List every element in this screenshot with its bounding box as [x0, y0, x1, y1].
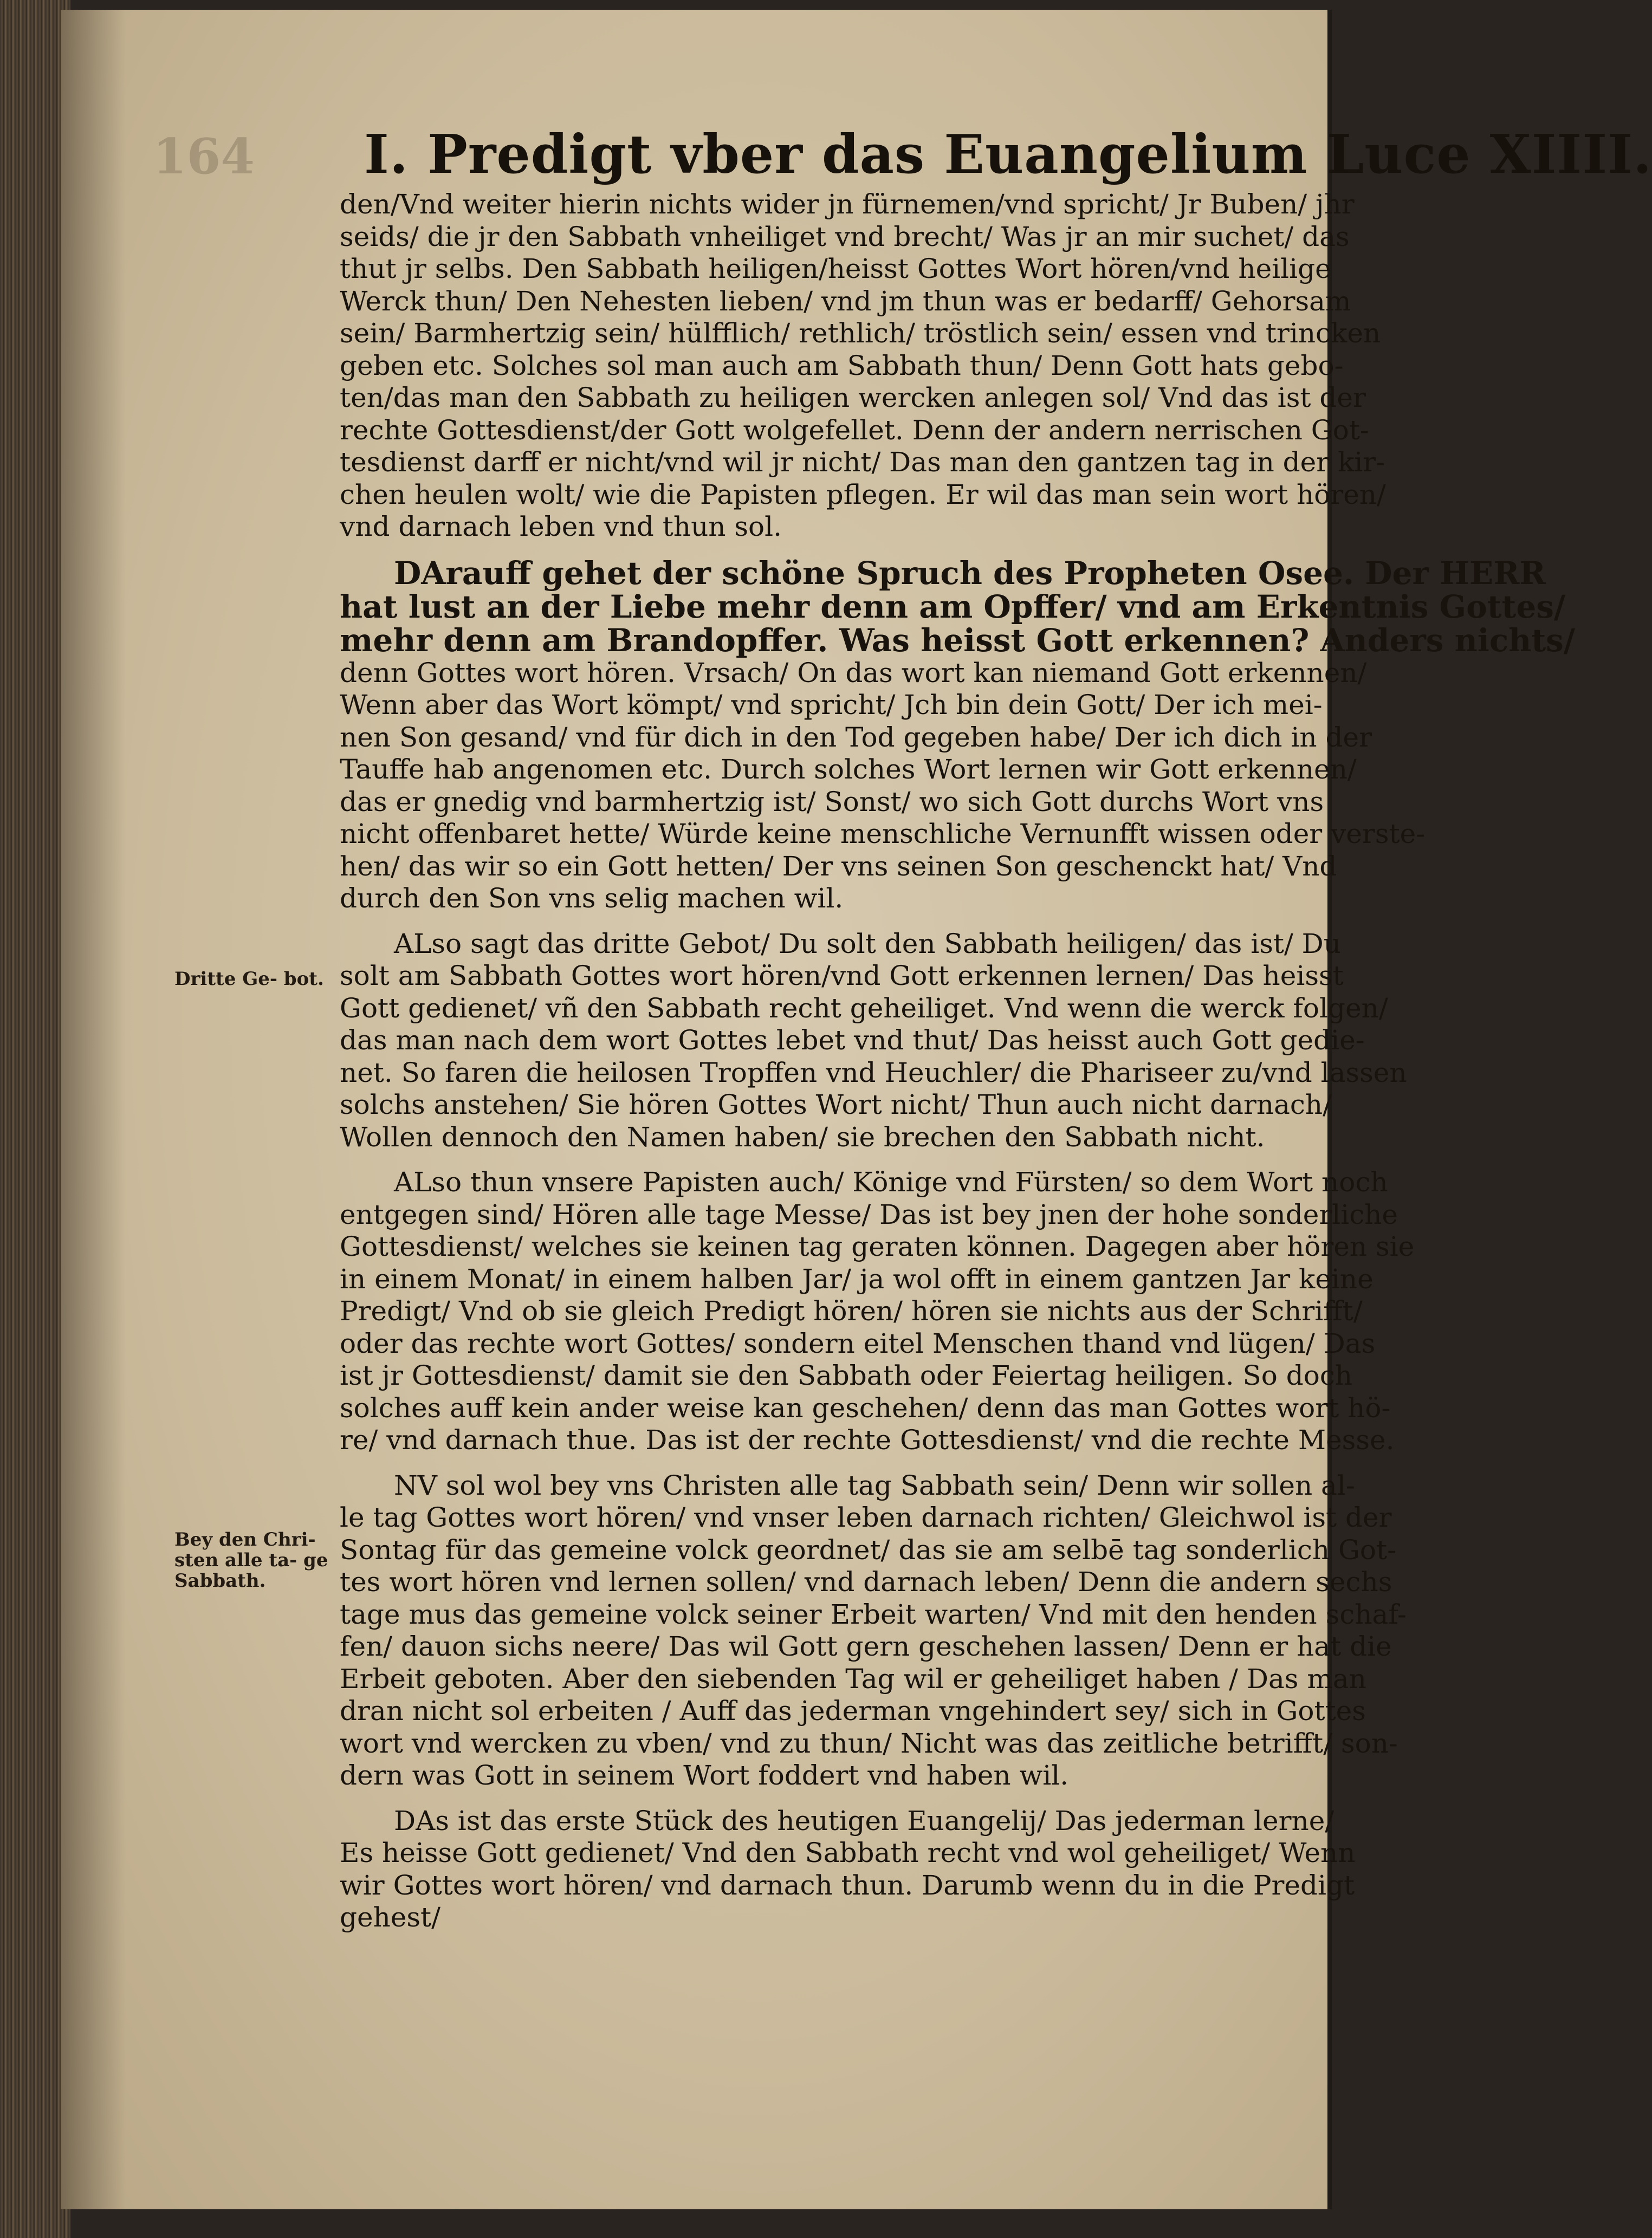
text-line: sein/ Barmhertzig sein/ hülfflich/ rethlich/ tröstlich sein/ essen vnd trincken	[340, 317, 1381, 349]
text-line: dran nicht sol erbeiten / Auff das jederman vngehindert sey/ sich in Gottes	[340, 1695, 1366, 1727]
text-line: DArauff gehet der schöne Spruch des Propheten Osee. Der HERR	[394, 554, 1546, 592]
text-line: wir Gottes wort hören/ vnd darnach thun. Darumb wenn du in die Predigt	[340, 1869, 1355, 1901]
text-line: Wenn aber das Wort kömpt/ vnd spricht/ Jch bin dein Gott/ Der ich mei-	[340, 689, 1323, 721]
body-text	[340, 189, 1575, 1934]
text-line: Gott gedienet/ vñ den Sabbath recht geheiliget. Vnd wenn die werck folgen/	[340, 992, 1388, 1024]
text-line: thut jr selbs. Den Sabbath heiligen/heisst Gottes Wort hören/vnd heilige	[340, 253, 1331, 284]
page-header	[61, 118, 1652, 194]
text-line: re/ vnd darnach thue. Das ist der rechte Gottesdienst/ vnd die rechte Messe.	[340, 1424, 1395, 1456]
text-line: dern was Gott in seinem Wort foddert vnd haben wil.	[340, 1760, 1069, 1791]
text-line: nicht offenbaret hette/ Würde keine menschliche Vernunfft wissen oder verste-	[340, 818, 1426, 849]
text-line: durch den Son vns selig machen wil.	[340, 883, 844, 914]
text-line: tesdienst darff er nicht/vnd wil jr nicht/ Das man den gantzen tag in der kir-	[340, 446, 1385, 478]
text-line: in einem Monat/ in einem halben Jar/ ja wol offt in einem gantzen Jar keine	[340, 1263, 1374, 1295]
paragraph	[340, 927, 1407, 1154]
text-line: net. So faren die heilosen Tropffen vnd Heuchler/ die Phariseer zu/vnd lassen	[340, 1056, 1407, 1088]
book-page	[61, 10, 1652, 2209]
paragraph	[340, 1166, 1415, 1457]
text-line: wort vnd wercken zu vben/ vnd zu thun/ Nicht was das zeitliche betrifft/ son-	[340, 1727, 1398, 1759]
text-line: hen/ das wir so ein Gott hetten/ Der vns seinen Son geschenckt hat/ Vnd	[340, 850, 1337, 882]
text-line: Es heisse Gott gedienet/ Vnd den Sabbath recht vnd wol geheiliget/ Wenn	[340, 1837, 1356, 1869]
text-line: Tauffe hab angenomen etc. Durch solches Wort lernen wir Gott erkennen/	[340, 754, 1357, 785]
paragraph-gap	[340, 1457, 1353, 1470]
text-line: hat lust an der Liebe mehr denn am Opffer/ vnd am Erkentnis Gottes/	[340, 588, 1566, 625]
text-line: NV sol wol bey vns Christen alle tag Sabbath sein/ Denn wir sollen al-	[394, 1469, 1355, 1501]
text-line: Gottesdienst/ welches sie keinen tag geraten können. Dagegen aber hören sie	[340, 1231, 1415, 1262]
text-line: nen Son gesand/ vnd für dich in den Tod gegeben habe/ Der ich dich in der	[340, 721, 1372, 753]
text-line: ALso sagt das dritte Gebot/ Du solt den Sabbath heiligen/ das ist/ Du	[394, 927, 1341, 959]
text-line: seids/ die jr den Sabbath vnheiliget vnd brecht/ Was jr an mir suchet/ das	[340, 220, 1350, 252]
text-line: das er gnedig vnd barmhertzig ist/ Sonst/ wo sich Gott durchs Wort vns	[340, 786, 1324, 818]
text-line: geben etc. Solches sol man auch am Sabbath thun/ Denn Gott hats gebo-	[340, 349, 1344, 381]
text-line: gehest/	[340, 1902, 440, 1933]
text-line: mehr denn am Brandopffer. Was heisst Gott erkennen? Anders nichts/	[340, 621, 1575, 659]
text-line: tes wort hören vnd lernen sollen/ vnd darnach leben/ Denn die andern sechs	[340, 1566, 1392, 1598]
text-line: oder das rechte wort Gottes/ sondern eitel Menschen thand vnd lügen/ Das	[340, 1327, 1376, 1359]
text-line: ALso thun vnsere Papisten auch/ Könige vnd Fürsten/ so dem Wort noch	[394, 1166, 1388, 1198]
text-line: ist jr Gottesdienst/ damit sie den Sabbath oder Feiertag heiligen. So doch	[340, 1360, 1353, 1391]
paragraph-gap	[340, 1792, 1353, 1805]
running-title: I. Predigt vber das Euangelium Luce XIIII.	[364, 124, 1652, 186]
text-line: entgegen sind/ Hören alle tage Messe/ Das ist bey jnen der hohe sonderliche	[340, 1198, 1398, 1230]
text-line: den/Vnd weiter hierin nichts wider jn fürnemen/vnd spricht/ Jr Buben/ jhr	[340, 189, 1355, 220]
text-line: Erbeit geboten. Aber den siebenden Tag wil er geheiliget haben / Das man	[340, 1663, 1366, 1695]
text-line: tage mus das gemeine volck seiner Erbeit warten/ Vnd mit den henden schaf-	[340, 1598, 1407, 1630]
text-line: DAs ist das erste Stück des heutigen Euangelij/ Das jederman lerne/	[394, 1805, 1334, 1837]
paragraph-gap	[340, 543, 1353, 556]
paragraph	[340, 1805, 1356, 1934]
text-line: rechte Gottesdienst/der Gott wolgefellet. Denn der andern nerrischen Got-	[340, 414, 1369, 446]
text-line: vnd darnach leben vnd thun sol.	[340, 511, 782, 542]
paragraph	[340, 554, 1575, 915]
text-line: denn Gottes wort hören. Vrsach/ On das wort kan niemand Gott erkennen/	[340, 657, 1367, 689]
paragraph-gap	[340, 915, 1353, 928]
paragraph	[340, 1469, 1407, 1792]
bleed-through-number: 164	[153, 128, 255, 185]
text-line: das man nach dem wort Gottes lebet vnd thut/ Das heisst auch Gott gedie-	[340, 1024, 1365, 1056]
marginal-note-dritte-gebot: Dritte Ge- bot.	[174, 968, 324, 990]
text-line: solchs anstehen/ Sie hören Gottes Wort nicht/ Thun auch nicht darnach/	[340, 1089, 1332, 1120]
book-edge	[0, 0, 70, 2238]
marginal-note-sabbath: Bey den Chri- sten alle ta- ge Sabbath.	[174, 1529, 328, 1592]
text-line: le tag Gottes wort hören/ vnd vnser leben darnach richten/ Gleichwol ist der	[340, 1502, 1392, 1533]
text-line: Sontag für das gemeine volck geordnet/ das sie am selbē tag sonderlich Got-	[340, 1534, 1396, 1566]
paragraph	[340, 189, 1386, 543]
text-line: fen/ dauon sichs neere/ Das wil Gott gern geschehen lassen/ Denn er hat die	[340, 1631, 1392, 1662]
gutter-shadow	[61, 10, 126, 2209]
text-line: Predigt/ Vnd ob sie gleich Predigt hören/ hören sie nichts aus der Schrifft/	[340, 1295, 1363, 1327]
text-line: Wollen dennoch den Namen haben/ sie brechen den Sabbath nicht.	[340, 1121, 1265, 1153]
text-line: Werck thun/ Den Nehesten lieben/ vnd jm thun was er bedarff/ Gehorsam	[340, 285, 1351, 317]
paragraph-gap	[340, 1153, 1353, 1166]
text-line: chen heulen wolt/ wie die Papisten pflegen. Er wil das man sein wort hören/	[340, 478, 1386, 510]
text-line: solt am Sabbath Gottes wort hören/vnd Gott erkennen lernen/ Das heisst	[340, 960, 1344, 991]
text-line: solches auff kein ander weise kan geschehen/ denn das man Gottes wort hö-	[340, 1392, 1391, 1424]
text-line: ten/das man den Sabbath zu heiligen wercken anlegen sol/ Vnd das ist der	[340, 382, 1366, 413]
